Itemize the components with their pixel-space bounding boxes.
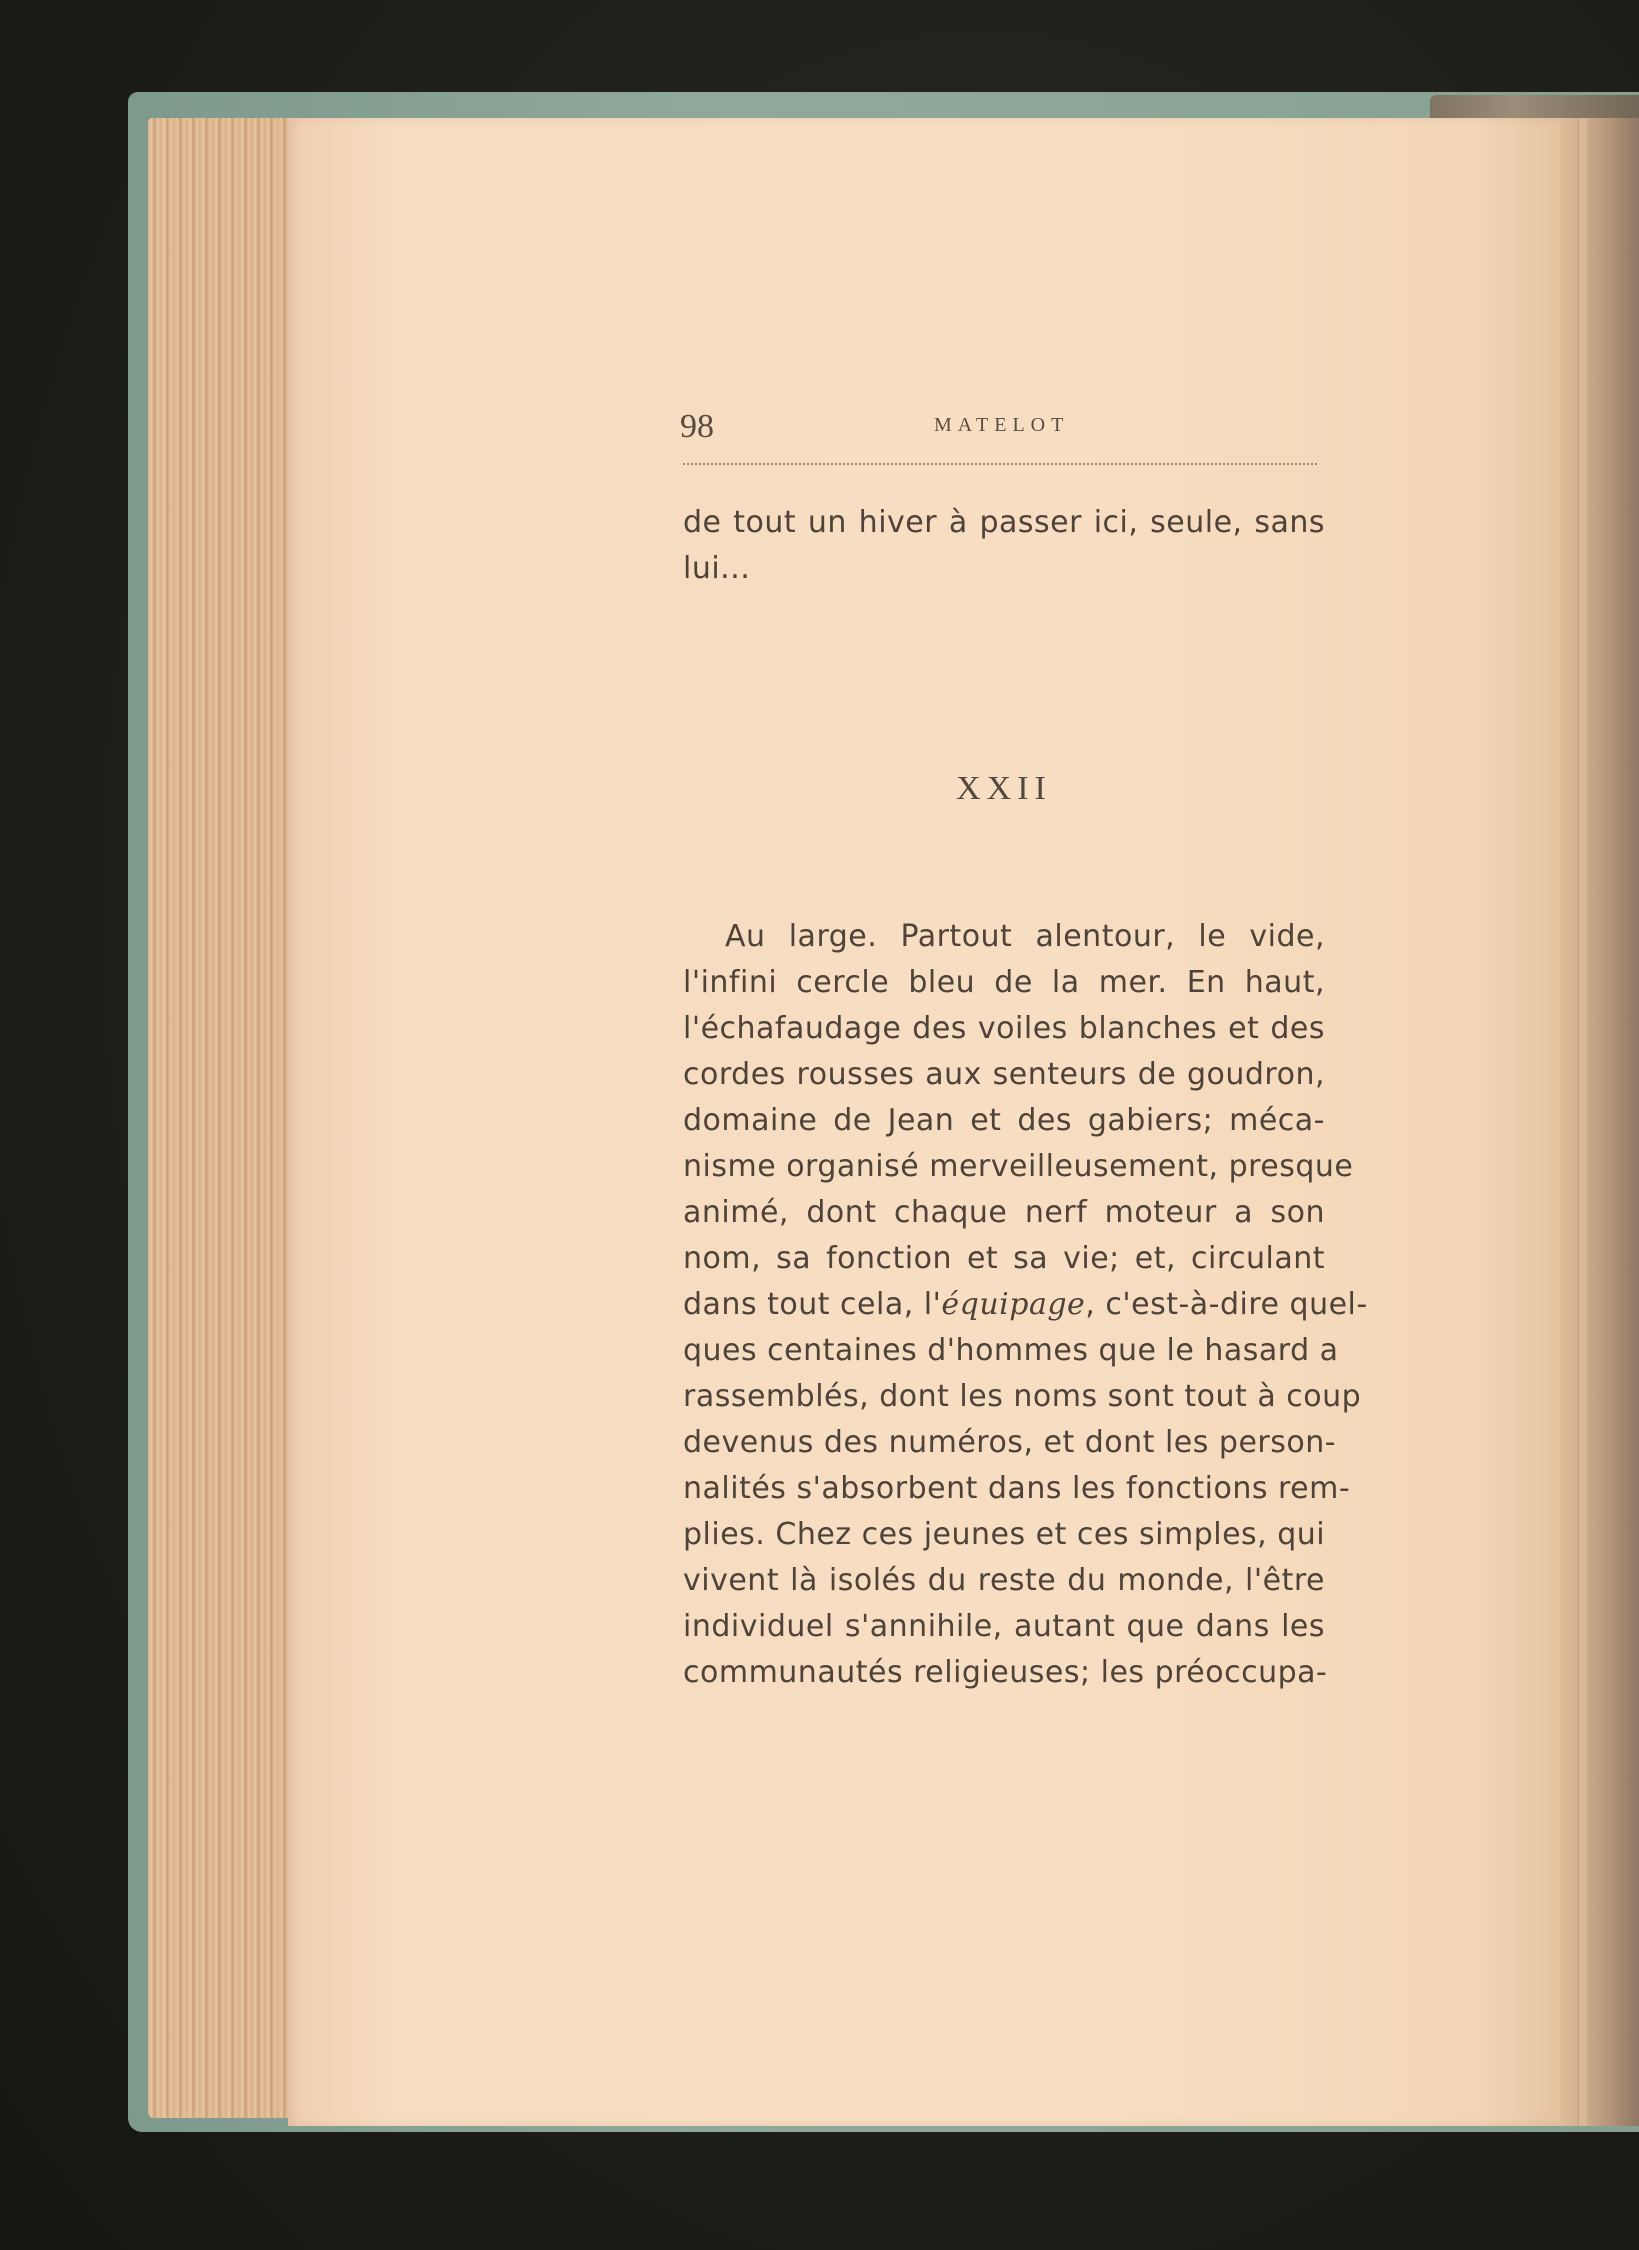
text-line: nom, sa fonction et sa vie; et, circulant — [683, 1241, 1325, 1276]
text-line: animé, dont chaque nerf moteur a son — [683, 1195, 1325, 1230]
text-line: plies. Chez ces jeunes et ces simples, qui — [683, 1517, 1326, 1552]
text-line: nalités s'absorbent dans les fonctions rem- — [683, 1471, 1351, 1506]
text-line: Au large. Partout alentour, le vide, — [725, 919, 1325, 954]
page-number: 98 — [680, 408, 714, 445]
text-line: domaine de Jean et des gabiers; méca- — [683, 1103, 1325, 1138]
page-edges — [148, 118, 288, 2118]
text-line: nisme organisé merveilleusement, presque — [683, 1149, 1354, 1184]
running-head-rule — [683, 463, 1317, 465]
chapter-paragraph — [683, 914, 1368, 1696]
text-segment: , c'est-à-dire quel- — [1085, 1287, 1368, 1322]
gutter-shadow — [1560, 118, 1639, 2126]
italic-word: équipage — [941, 1287, 1086, 1322]
text-line: vivent là isolés du reste du monde, l'être — [683, 1563, 1325, 1598]
text-line: ques centaines d'hommes que le hasard a — [683, 1333, 1339, 1368]
text-segment: dans tout cela, l' — [683, 1287, 942, 1322]
text-line: lui... — [683, 551, 751, 586]
running-head — [680, 408, 1320, 468]
text-line: devenus des numéros, et dont les person- — [683, 1425, 1337, 1460]
intro-paragraph — [683, 500, 1325, 592]
text-line: rassemblés, dont les noms sont tout à coup — [683, 1379, 1362, 1414]
text-line: l'échafaudage des voiles blanches et des — [683, 1011, 1325, 1046]
facing-page-edge — [1578, 118, 1587, 2126]
chapter-heading: XXII — [956, 770, 1052, 807]
text-line: de tout un hiver à passer ici, seule, sans — [683, 505, 1325, 540]
text-line: communautés religieuses; les préoccupa- — [683, 1655, 1328, 1690]
text-line-with-italic — [683, 1282, 1368, 1328]
running-title: MATELOT — [934, 414, 1070, 436]
text-line: cordes rousses aux senteurs de goudron, — [683, 1057, 1325, 1092]
text-line: individuel s'annihile, autant que dans les — [683, 1609, 1325, 1644]
text-line: l'infini cercle bleu de la mer. En haut, — [683, 965, 1325, 1000]
